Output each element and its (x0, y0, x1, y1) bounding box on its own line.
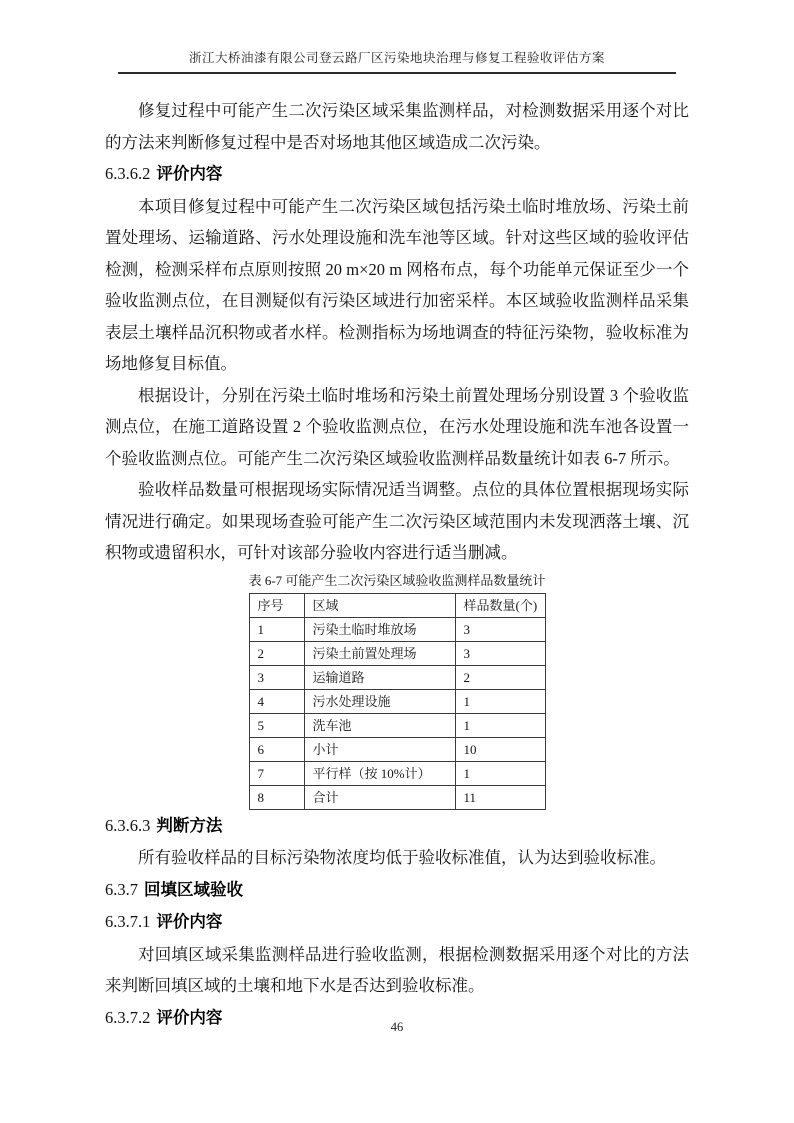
heading-6-3-6-2 (105, 158, 689, 191)
heading-title: 判断方法 (156, 816, 223, 835)
header-cell-area: 区域 (304, 593, 455, 617)
paragraph-6362-1: 本项目修复过程中可能产生二次污染区域包括污染土临时堆放场、污染土前置处理场、运输道路、污水处理设施和洗车池等区域。针对这些区域的验收评估检测，检测采样布点原则按照 20 m×20 m 网格布点，每个功能单元保证至少一个验收监测点位，在目测疑似有污染区域进行加密采样。本区域验收监测样品采集表层土壤样品沉积物或者水样。检测指标为场地调查的特征污染物，验收标准为场地修复目标值。 (105, 196, 689, 373)
header-cell-index: 序号 (249, 593, 304, 617)
table-row (249, 761, 545, 785)
sample-count-table (249, 593, 546, 810)
cell-area: 平行样（按 10%计） (304, 761, 455, 785)
table-row (249, 641, 545, 665)
table-row (249, 689, 545, 713)
table-row (249, 665, 545, 689)
cell-index: 2 (249, 641, 304, 665)
table-row (249, 737, 545, 761)
cell-area: 合计 (304, 785, 455, 809)
page-number: 46 (390, 1020, 404, 1034)
table-row (249, 785, 545, 809)
cell-area: 污水处理设施 (304, 689, 455, 713)
paragraph-intro: 修复过程中可能产生二次污染区域采集监测样品，对检测数据采用逐个对比的方法来判断修复过程中是否对场地其他区域造成二次污染。 (105, 101, 689, 152)
paragraph-6371: 对回填区域采集监测样品进行验收监测，根据检测数据采用逐个对比的方法来判断回填区域的土壤和地下水是否达到验收标准。 (105, 944, 689, 995)
paragraph-6363: 所有验收样品的目标污染物浓度均低于验收标准值，认为达到验收标准。 (138, 848, 666, 867)
table-header-row (249, 593, 545, 617)
cell-index: 4 (249, 689, 304, 713)
heading-title: 评价内容 (156, 1008, 223, 1027)
heading-6-3-7 (105, 874, 689, 907)
cell-index: 5 (249, 713, 304, 737)
cell-count: 3 (455, 641, 545, 665)
heading-title: 评价内容 (156, 913, 223, 931)
cell-index: 1 (249, 617, 304, 641)
heading-title: 回填区域验收 (144, 880, 243, 899)
heading-number: 6.3.6.3 (105, 815, 151, 835)
cell-index: 8 (249, 785, 304, 809)
table-row (249, 617, 545, 641)
heading-title: 评价内容 (156, 165, 223, 183)
cell-count: 3 (455, 617, 545, 641)
cell-area: 污染土前置处理场 (304, 641, 455, 665)
cell-area: 运输道路 (304, 665, 455, 689)
cell-index: 3 (249, 665, 304, 689)
running-header (118, 50, 676, 72)
cell-area: 小计 (304, 737, 455, 761)
header-title: 浙江大桥油漆有限公司登云路厂区污染地块治理与修复工程验收评估方案 (188, 51, 605, 65)
heading-number: 6.3.6.2 (105, 164, 151, 183)
cell-count: 1 (455, 713, 545, 737)
paragraph-6362-3: 验收样品数量可根据现场实际情况适当调整。点位的具体位置根据现场实际情况进行确定。如果现场查验可能产生二次污染区域范围内未发现洒落土壤、沉积物或遗留积水，可针对该部分验收内容进行适当删减。 (105, 480, 689, 562)
header-rule (118, 72, 676, 74)
heading-6-3-6-3 (105, 810, 689, 843)
heading-number: 6.3.7.2 (105, 1007, 151, 1027)
cell-count: 2 (455, 665, 545, 689)
heading-6-3-7-1 (105, 906, 689, 939)
table-caption: 表 6-7 可能产生二次污染区域验收监测样品数量统计 (248, 572, 546, 588)
header-cell-count: 样品数量(个) (455, 593, 545, 617)
cell-count: 10 (455, 737, 545, 761)
heading-number: 6.3.7 (105, 879, 138, 899)
heading-number: 6.3.7.1 (105, 912, 151, 931)
table-row (249, 713, 545, 737)
cell-index: 7 (249, 761, 304, 785)
page-content (105, 95, 689, 1034)
cell-area: 洗车池 (304, 713, 455, 737)
cell-count: 1 (455, 689, 545, 713)
cell-index: 6 (249, 737, 304, 761)
cell-count: 11 (455, 785, 545, 809)
paragraph-6362-2: 根据设计，分别在污染土临时堆场和污染土前置处理场分别设置 3 个验收监测点位，在施工道路设置 2 个验收监测点位，在污水处理设施和洗车池各设置一个验收监测点位。可能产生二次污染区域验收监测样品数量统计如表 6-7 所示。 (105, 385, 689, 468)
cell-count: 1 (455, 761, 545, 785)
cell-area: 污染土临时堆放场 (304, 617, 455, 641)
